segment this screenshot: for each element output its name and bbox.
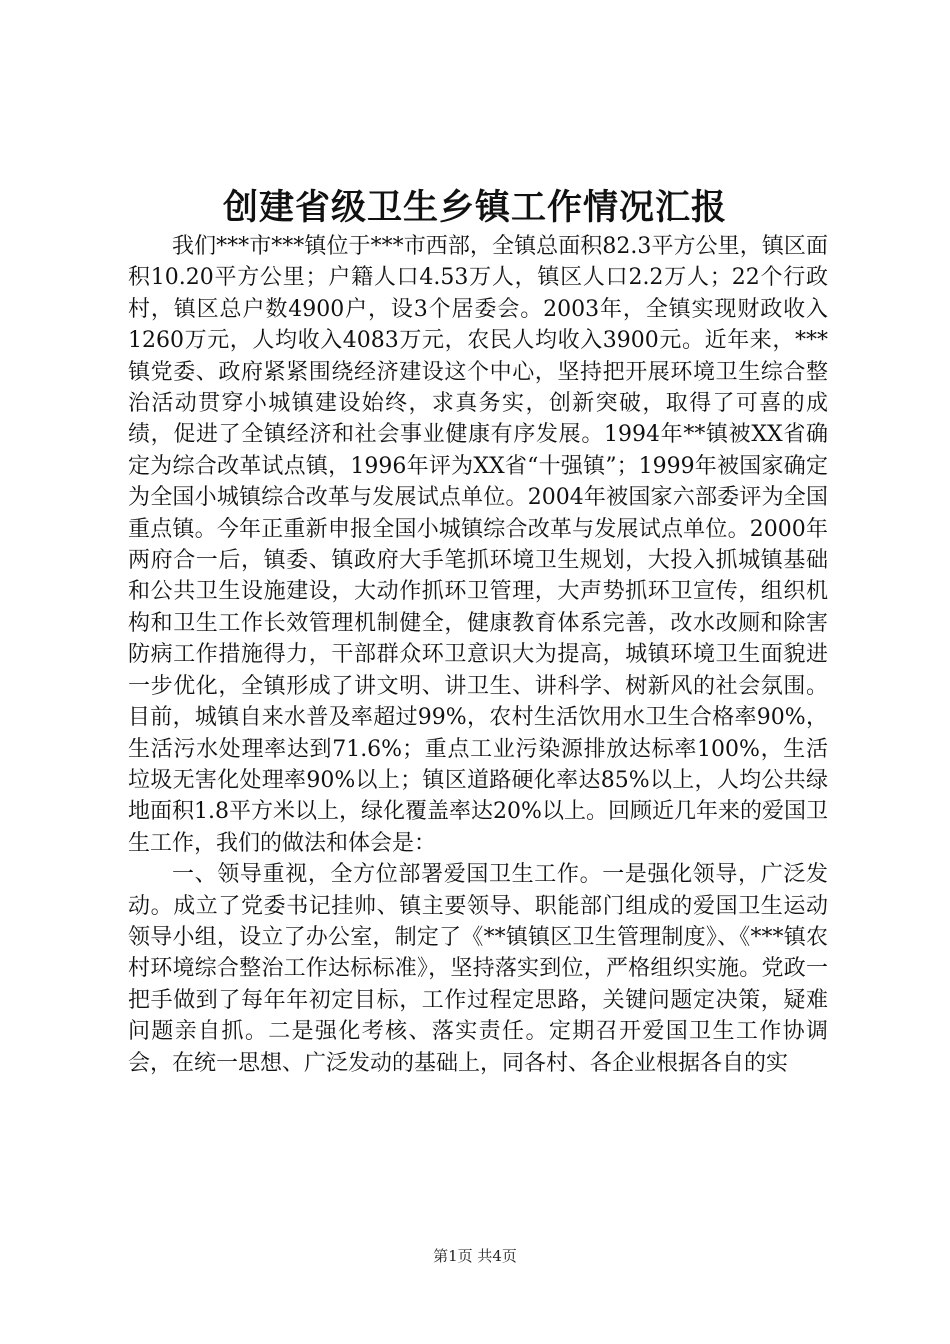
document-title: 创建省级卫生乡镇工作情况汇报 bbox=[222, 187, 727, 228]
page-footer: 第1页 共4页 bbox=[433, 1247, 517, 1265]
paragraph-section-one: 一、领导重视，全方位部署爱国卫生工作。一是强化领导，广泛发动。成立了党委书记挂帅、镇主要领导、职能部门组成的爱国卫生运动领导小组，设立了办公室，制定了《**镇镇区卫生管理制度》、《***镇农村环境综合整治工作达标标准》，坚持落实到位，严格组织实施。党政一把手做到了每年年初定目标，工作过程定思路，关键问题定决策，疑难问题亲自抓。二是强化考核、落实责任。定期召开爱国卫生工作协调会，在统一思想、广泛发动的基础上，同各村、各企业根据各自的实 bbox=[128, 862, 828, 1076]
document-body bbox=[128, 231, 828, 1079]
paragraph-intro: 我们***市***镇位于***市西部，全镇总面积82.3平方公里，镇区面积10.20平方公里；户籍人口4.53万人，镇区人口2.2万人；22个行政村，镇区总户数4900户，设3个居委会。2003年，全镇实现财政收入1260万元，人均收入4083万元，农民人均收入3900元。近年来，***镇党委、政府紧紧围绕经济建设这个中心，坚持把开展环境卫生综合整治活动贯穿小城镇建设始终，求真务实，创新突破，取得了可喜的成绩，促进了全镇经济和社会事业健康有序发展。1994年**镇被XX省确定为综合改革试点镇，1996年评为XX省“十强镇”；1999年被国家确定为全国小城镇综合改革与发展试点单位。2004年被国家六部委评为全国重点镇。今年正重新申报全国小城镇综合改革与发展试点单位。2000年两府合一后，镇委、镇政府大手笔抓环境卫生规划，大投入抓城镇基础和公共卫生设施建设，大动作抓环卫管理，大声势抓环卫宣传，组织机构和卫生工作长效管理机制健全，健康教育体系完善，改水改厕和除害防病工作措施得力，干部群众环卫意识大为提高，城镇环境卫生面貌进一步优化，全镇形成了讲文明、讲卫生、讲科学、树新风的社会氛围。目前，城镇自来水普及率超过99%，农村生活饮用水卫生合格率90%，生活污水处理率达到71.6%；重点工业污染源排放达标率100%，生活垃圾无害化处理率90%以上；镇区道路硬化率达85%以上，人均公共绿地面积1.8平方米以上，绿化覆盖率达20%以上。回顾近几年来的爱国卫生工作，我们的做法和体会是： bbox=[128, 234, 828, 856]
